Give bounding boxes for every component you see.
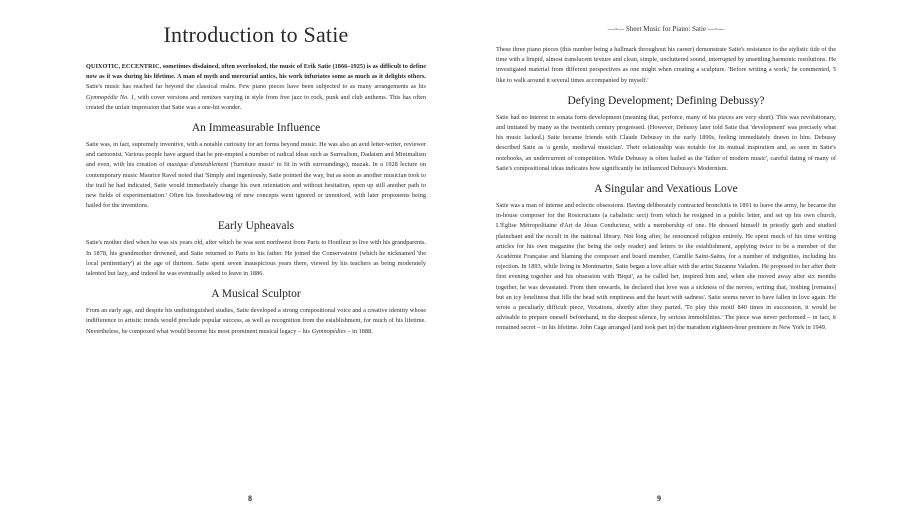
section-heading-sculptor: A Musical Sculptor: [211, 288, 301, 301]
intro-lead: QUIXOTIC, ECCENTRIC, sometimes disdained, often overlooked, the music of Erik Satie (1866–1925) is as difficult to define now as it was during his lifetime. A man of myth and mercurial antics, his work infuriates some as much as it delights others.: [86, 63, 426, 81]
influence-italic: musique d'ameublement: [166, 161, 229, 169]
page-title: Introduction to Satie: [163, 22, 349, 47]
intro-text-b: , with cover versions and remixes varying in style from free jazz to rock, punk and club anthems. This has often created the unfair impression that Satie was a one-hit wonder.: [86, 93, 426, 111]
debussy-paragraph: Satie had no interest in sonata form development (meaning that, perforce, many of his pieces are very short). This was revolutionary, and imitated by many as the twentieth century progressed. (However, Debussy later told Satie that 'development' was precisely what his music lacked.) Satie became friends with Claude Debussy in the early 1890s, feeling immediately drawn to him. Debussy described Satie as 'a gentle, medieval musician'. Their relationship was notable for its mutual inspiration and, as seen in Satie's notebooks, an undercurrent of competition. While Debussy is often hailed as the 'father of modern music', careful dating of many of Satie's compositional ideas indicates how significantly he influenced Debussy's Modernism.: [496, 113, 836, 172]
upheavals-paragraph: Satie's mother died when he was six years old, after which he was sent northwest from Paris to Honfleur to live with his grandparents. In 1878, his grandmother drowned, and Satie returned to Paris to his father. He joined the Conservatoire (which he nicknamed 'the local penitentiary') at the age of thirteen. Satie spent seven inauspicious years there, viewed by his teachers as being moderately talented but lazy, and indeed he was eventually asked to leave in 1886.: [86, 239, 426, 278]
page-number-left: 8: [248, 494, 252, 503]
page-number-right: 9: [657, 494, 661, 503]
sculptor-paragraph: [86, 306, 426, 337]
sculptor-text-b: – in 1888.: [345, 327, 373, 335]
influence-paragraph: [86, 140, 426, 211]
right-text-column: [496, 22, 836, 334]
intro-text-a: Satie's music has reached far beyond the classical realm. Few piano pieces have been subjected to as many arrangements as his: [86, 83, 426, 91]
section-heading-upheavals: Early Upheavals: [217, 220, 295, 233]
influence-text-b: ('furniture music' to fit in with surroundings), muzak. In a 1928 lecture on contemporary music Maurice Ravel noted that 'Simply and ingeniously, Satie pointed the way, but as soon as another musician took to the trail he had indicated, Satie would immediately change his own orientation and without hesitation, open up still another path to new fields of experimentation.' Often his foreshadowing of new concepts went ignored or unnoticed, with later proponents being hailed for the inventions.: [86, 161, 426, 210]
gymnopedies-paragraph: These three piano pieces (this number being a hallmark throughout his career) demonstrate Satie's resistance to the stylistic tide of the time with a limpid, almost translucent texture and clean, simple, uncluttered sound, interrupted by unsettling harmonic resolutions. He investigated material from different perspectives as one might when creating a sculpture. 'Before writing a work,' he commented, 'I like to walk around it several times accompanied by myself.': [496, 46, 836, 84]
sculptor-text-a: From an early age, and despite his undistinguished studies, Satie developed a strong compositional voice and a creative identity whose indifference to artistic trends would preclude popular success, as well as recognition from the establishment, for much of his lifetime. Nevertheless, he composed what would become his most prominent musical legacy – his: [86, 307, 426, 335]
intro-paragraph: [86, 62, 426, 113]
section-heading-love: A Singular and Vexatious Love: [594, 183, 738, 196]
right-page: [450, 0, 900, 520]
love-paragraph: Satie was a man of intense and eclectic obsessions. Having deliberately contracted bronchitis in 1891 to leave the army, he became the in-house composer for the Rosicrucians (a cabalistic sect) from which he resigned in a public letter, and set up his own church, L'Église Métropolitaine d'Art de Jésus Conducteur, with a membership of one. He dressed himself in priestly garb and studied plainchant and the occult in the national library. Not long after, he renounced religion entirely. He spent much of his time writing articles for his own magazine (he being the only reader) and letters to the establishment, applying twice to be a member of the Académie Française and blaming the composer and board member, Camille Saint-Saëns, for a number of indignities, including his rejection. In 1893, while living in Montmartre, Satie began a love affair with the artist Suzanne Valadon. He proposed to her after their first evening together and his obsession with 'Biqui', as he called her, inspired him and, when she moved away after six months together, he was devastated. From then onwards, he declared that love was a sickness of the nerves, writing that, 'nothing [remains] but an icy loneliness that fills the head with emptiness and the heart with sadness'. Satie seems never to have fallen in love again. He wrote a peculiarly difficult piece, Vexations, shortly after they parted. 'To play this motif 840 times in succession, it would be advisable to prepare oneself beforehand, in the deepest silence, by serious immobilities.' The piece was never performed – in fact, it remained secret – in his lifetime. John Cage arranged (and took part in) the marathon eighteen-hour premiere in New York in 1949.: [496, 202, 836, 332]
intro-italic: Gymnopédie No. 1: [86, 93, 135, 101]
influence-text-a: Satie was, in fact, supremely inventive, with a notable curiosity for art forms beyond music. He was also an avid letter-writer, reviewer and cartoonist. Various people have argued that he pre-empted a number of radical ideas such as Surrealism, Dadaism and Minimalism and even, with his creation of: [86, 141, 426, 169]
section-heading-debussy: Defying Development; Defining Debussy?: [567, 94, 765, 107]
section-heading-influence: An Immeasurable Influence: [191, 122, 321, 135]
left-text-column: [86, 22, 426, 337]
sculptor-italic: Gymnopédies: [311, 327, 346, 335]
running-head: —◦— Sheet Music for Piano: Satie —◦—: [607, 25, 725, 33]
